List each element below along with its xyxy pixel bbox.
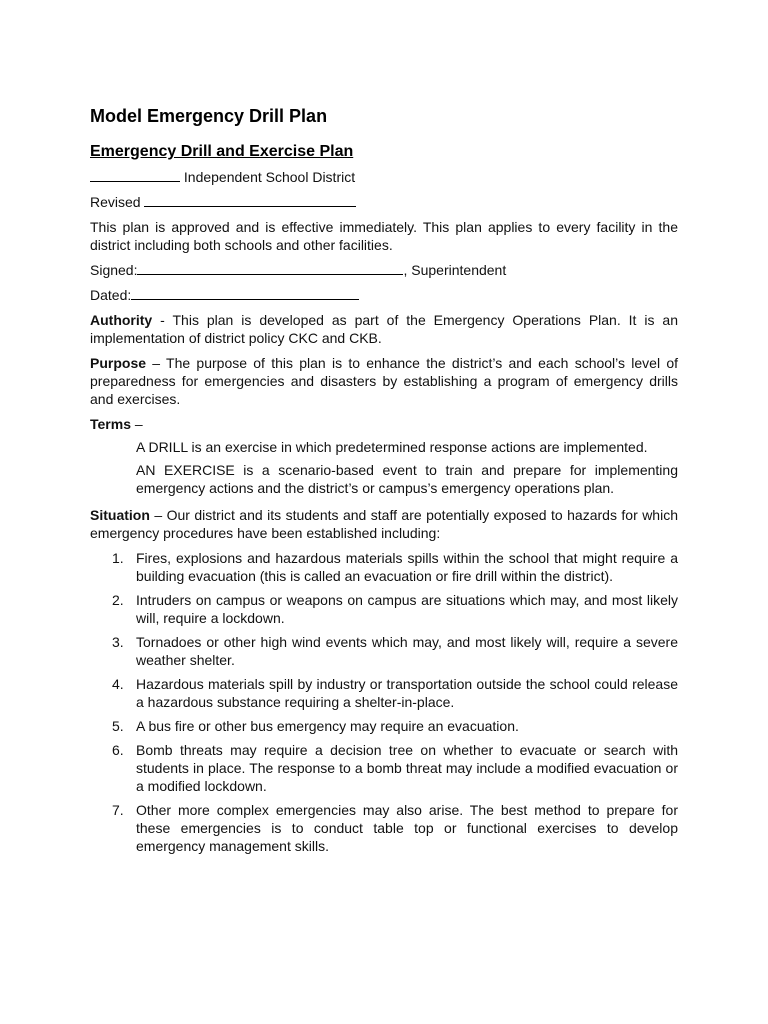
terms-list [136,438,678,497]
term-exercise: AN EXERCISE is a scenario-based event to train and prepare for implementing emergency actions and the district’s or campus’s emergency operations plan. [136,462,678,496]
list-item-text: Intruders on campus or weapons on campus are situations which may, and most likely will, require a lockdown. [136,592,678,626]
list-item [90,741,678,795]
list-item-text: Tornadoes or other high wind events which may, and most likely will, require a severe weather shelter. [136,634,678,668]
section-title-text: Emergency Drill and Exercise Plan [90,143,354,160]
authority-text: - This plan is developed as part of the Emergency Operations Plan. It is an implementation of district policy CKC and CKB. [90,312,678,346]
list-item-number: 5. [112,718,124,734]
approval-paragraph: This plan is approved and is effective immediately. This plan applies to every facility in the district including both schools and other facilities. [90,219,678,253]
dated-blank [131,286,359,300]
signed-label: Signed: [90,262,138,278]
section-title [90,142,678,162]
dated-line [90,286,678,304]
terms-suffix: – [130,416,143,432]
situation-list [90,549,678,855]
list-item-text: A bus fire or other bus emergency may require an evacuation. [136,718,519,734]
list-item [90,633,678,669]
list-item-number: 4. [112,676,124,692]
signed-line [90,261,678,279]
revised-label: Revised [90,194,141,210]
list-item [90,801,678,855]
term-drill: A DRILL is an exercise in which predetermined response actions are implemented. [136,439,648,455]
list-item-text: Hazardous materials spill by industry or transportation outside the school could release a hazardous substance requiring a shelter-in-place. [136,676,678,710]
situation-label: Situation [90,507,150,523]
list-item [90,675,678,711]
list-item-number: 2. [112,592,124,608]
list-item [90,717,678,735]
district-name-blank [90,168,180,182]
list-item-text: Fires, explosions and hazardous materials spills within the school that might require a building evacuation (this is called an evacuation or fire drill within the district). [136,550,678,584]
purpose-label: Purpose [90,355,147,371]
authority-label: Authority [90,312,153,328]
district-suffix: Independent School District [183,169,356,185]
list-item-number: 7. [112,802,124,818]
signed-suffix: , Superintendent [403,262,507,278]
situation-text: – Our district and its students and staff are potentially exposed to hazards for which emergency procedures have been established including: [90,507,678,541]
revised-blank [144,193,356,207]
terms-label: Terms [90,416,131,432]
list-item-number: 1. [112,550,124,566]
list-item-text: Other more complex emergencies may also arise. The best method to prepare for these emergencies is to conduct table top or functional exercises to develop emergency management skills. [136,802,678,854]
terms-heading [90,415,678,433]
dated-label: Dated: [90,287,132,303]
list-item-text: Bomb threats may require a decision tree on whether to evacuate or search with students in place. The response to a bomb threat may include a modified evacuation or a modified lockdown. [136,742,678,794]
list-item [90,549,678,585]
revised-line [90,193,678,211]
signed-blank [137,261,403,275]
purpose-text: – The purpose of this plan is to enhance the district’s and each school’s level of preparedness for emergencies and disasters by establishing a program of emergency drills and exercises. [90,355,678,407]
district-line [90,168,678,186]
document-page [90,104,678,861]
situation-paragraph [90,506,678,542]
list-item-number: 6. [112,742,124,758]
list-item-number: 3. [112,634,124,650]
document-title: Model Emergency Drill Plan [90,106,328,126]
purpose-paragraph [90,354,678,408]
list-item [90,591,678,627]
authority-paragraph [90,311,678,347]
